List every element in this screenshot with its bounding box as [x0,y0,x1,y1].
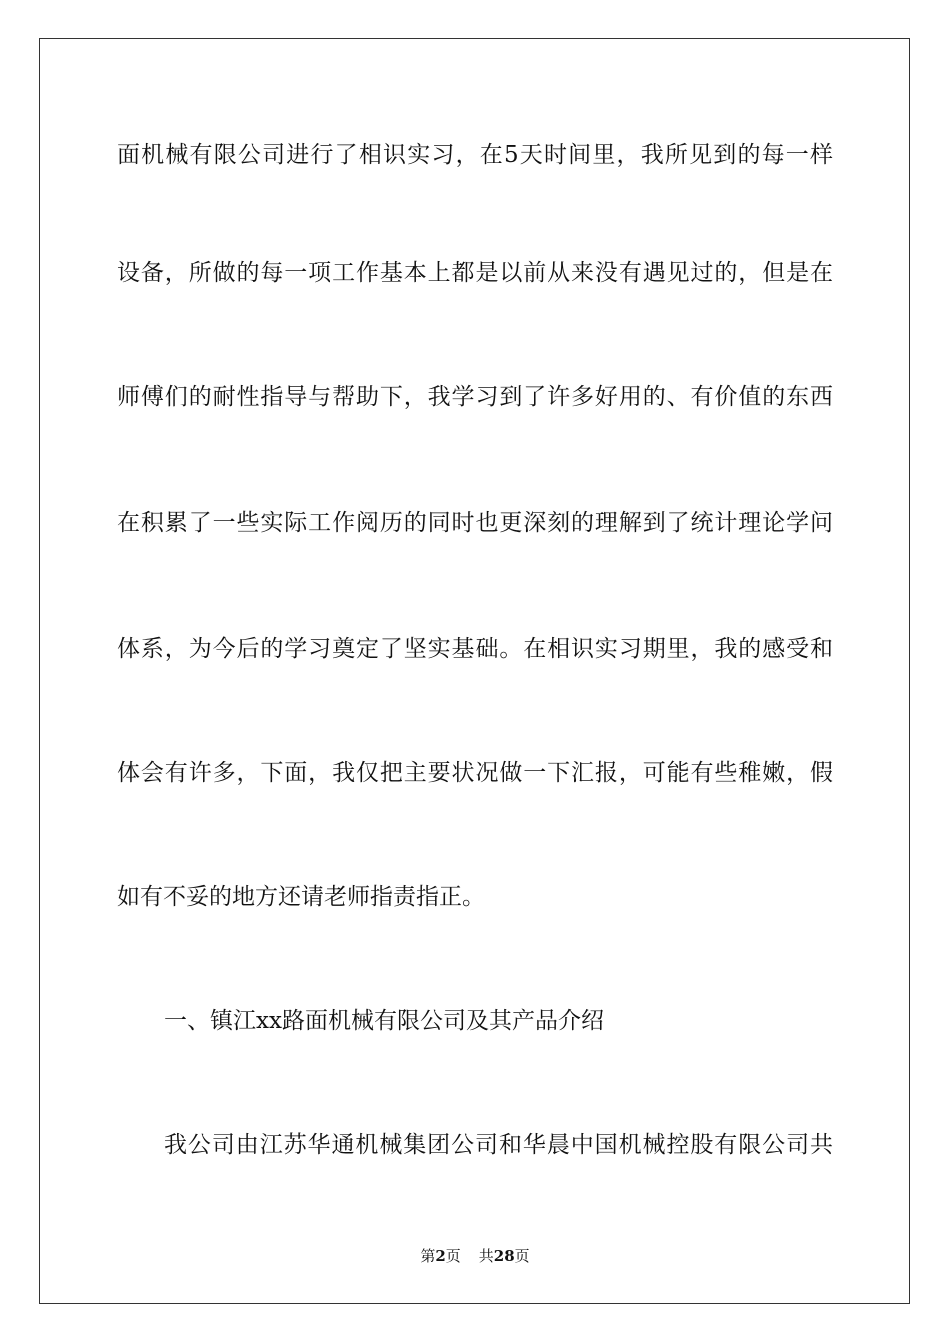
body-text-line-2: 设备，所做的每一项工作基本上都是以前从来没有遇见过的，但是在 [117,260,833,286]
footer-total-suffix: 页 [514,1247,530,1265]
body-text-line-3: 师傅们的耐性指导与帮助下，我学习到了许多好用的、有价值的东西 [117,384,833,410]
footer-page-prefix: 第 [420,1247,436,1265]
footer-page-number: 2 [435,1247,446,1265]
page-frame [39,38,910,1304]
body-text-line-7: 如有不妥的地方还请老师指责指正。 [117,884,485,910]
body-text-line-1: 面机械有限公司进行了相识实习，在5天时间里，我所见到的每一样 [117,142,833,168]
page-footer [0,1246,950,1266]
body-text-line-6: 体会有许多，下面，我仅把主要状况做一下汇报，可能有些稚嫩，假 [117,760,833,786]
paragraph-start: 我公司由江苏华通机械集团公司和华晨中国机械控股有限公司共 [164,1132,833,1158]
footer-total-prefix: 共 [478,1247,494,1265]
section-heading: 一、镇江xx路面机械有限公司及其产品介绍 [164,1008,604,1034]
footer-page-suffix: 页 [445,1247,461,1265]
body-text-line-5: 体系，为今后的学习奠定了坚实基础。在相识实习期里，我的感受和 [117,636,833,662]
footer-total-pages: 28 [493,1247,515,1265]
body-text-line-4: 在积累了一些实际工作阅历的同时也更深刻的理解到了统计理论学问 [117,510,833,536]
